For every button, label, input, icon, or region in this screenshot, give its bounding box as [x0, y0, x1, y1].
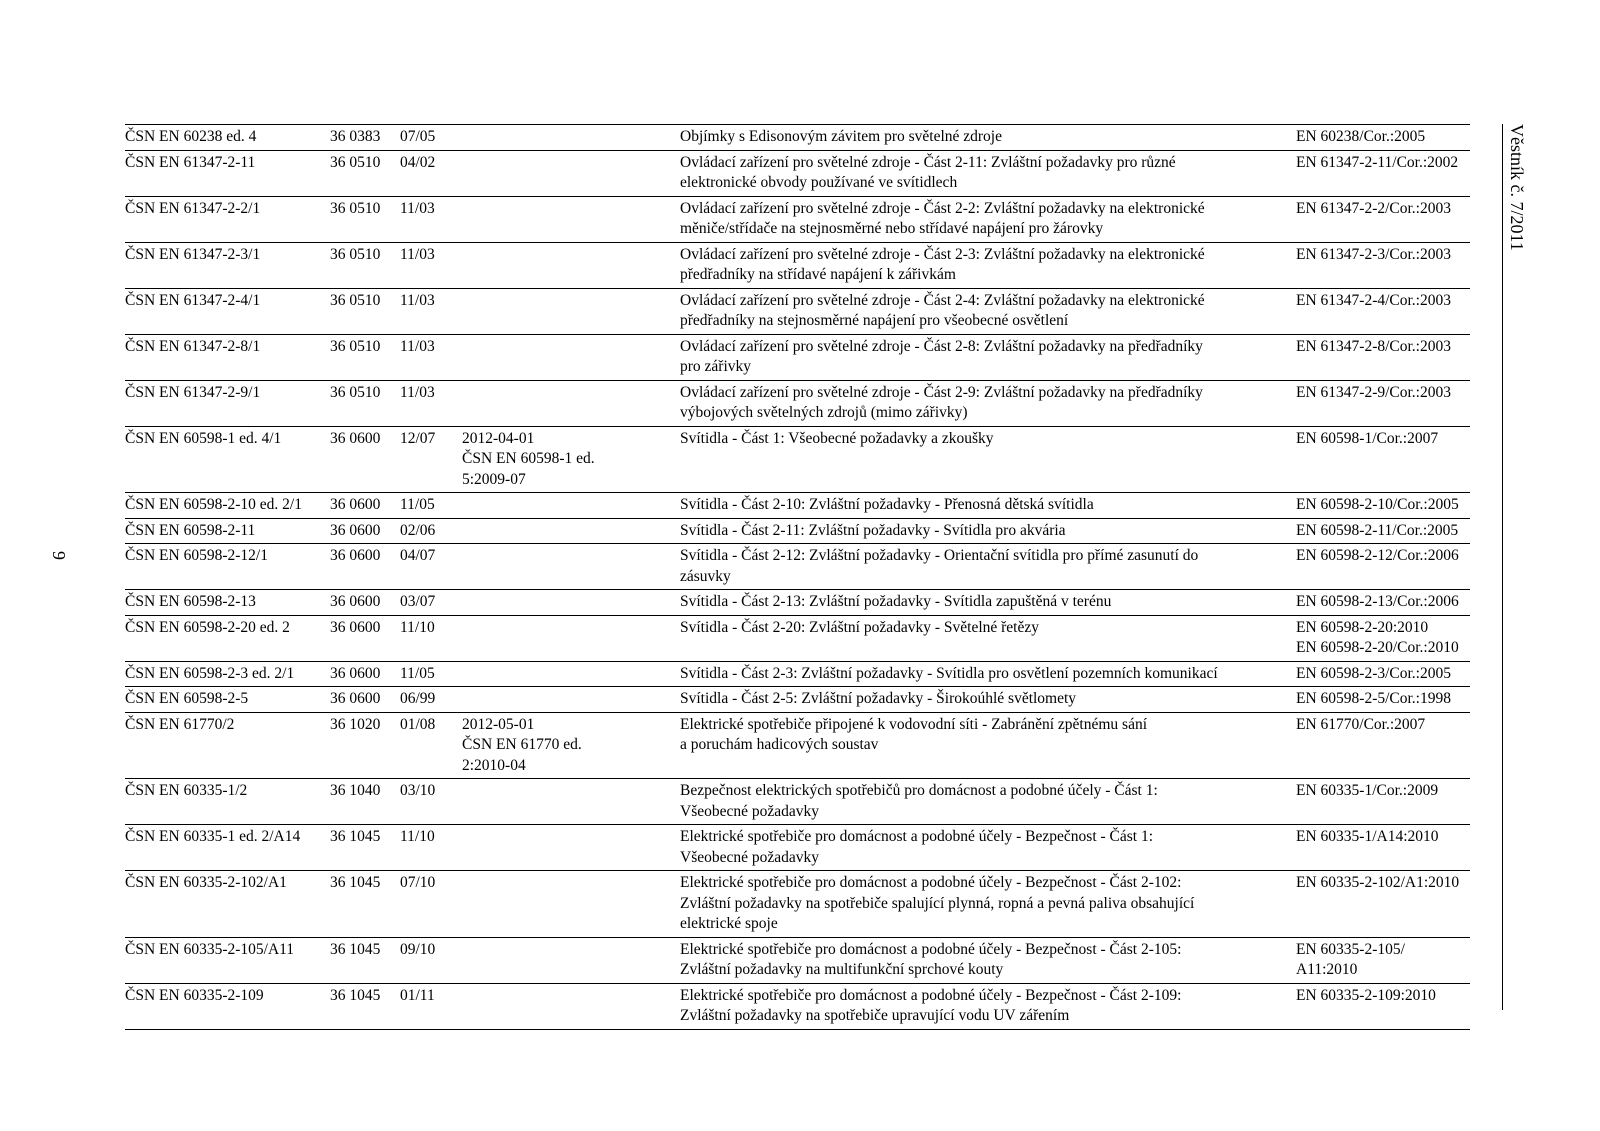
replacement-note [462, 937, 680, 983]
equivalent-standard: EN 60598-2-13/Cor.:2006 [1296, 590, 1470, 616]
classification-code: 36 1045 [330, 983, 400, 1029]
standard-title: Ovládací zařízení pro světelné zdroje - Část 2-3: Zvláštní požadavky na elektronické předřadníky na střídavé napájení k zářivkám [680, 242, 1296, 288]
replacement-note [462, 493, 680, 519]
replacement-note [462, 288, 680, 334]
table-row [125, 150, 1470, 196]
table-row [125, 825, 1470, 871]
issue-date: 11/03 [400, 380, 462, 426]
equivalent-standard: EN 60598-2-12/Cor.:2006 [1296, 544, 1470, 590]
table-row [125, 125, 1470, 151]
standard-designation: ČSN EN 61347-2-11 [125, 150, 330, 196]
equivalent-standard: EN 60335-2-105/ A11:2010 [1296, 937, 1470, 983]
standard-designation: ČSN EN 60598-2-20 ed. 2 [125, 615, 330, 661]
table-row [125, 288, 1470, 334]
standard-designation: ČSN EN 61347-2-8/1 [125, 334, 330, 380]
replacement-note [462, 615, 680, 661]
standard-designation: ČSN EN 60598-2-11 [125, 518, 330, 544]
standard-title: Svítidla - Část 1: Všeobecné požadavky a zkoušky [680, 426, 1296, 493]
standard-designation: ČSN EN 60598-2-13 [125, 590, 330, 616]
standard-designation: ČSN EN 60335-2-109 [125, 983, 330, 1029]
standard-title: Svítidla - Část 2-5: Zvláštní požadavky - Širokoúhlé světlomety [680, 687, 1296, 713]
classification-code: 36 0510 [330, 334, 400, 380]
replacement-note [462, 380, 680, 426]
table-row [125, 687, 1470, 713]
issue-date: 11/03 [400, 242, 462, 288]
standard-designation: ČSN EN 60335-1 ed. 2/A14 [125, 825, 330, 871]
equivalent-standard: EN 60598-2-10/Cor.:2005 [1296, 493, 1470, 519]
standard-designation: ČSN EN 60598-2-10 ed. 2/1 [125, 493, 330, 519]
standard-title: Elektrické spotřebiče pro domácnost a podobné účely - Bezpečnost - Část 1: Všeobecné požadavky [680, 825, 1296, 871]
standard-designation: ČSN EN 61770/2 [125, 712, 330, 779]
replacement-note [462, 661, 680, 687]
replacement-note [462, 150, 680, 196]
classification-code: 36 0510 [330, 150, 400, 196]
standard-title: Svítidla - Část 2-3: Zvláštní požadavky - Svítidla pro osvětlení pozemních komunikací [680, 661, 1296, 687]
equivalent-standard: EN 60598-2-5/Cor.:1998 [1296, 687, 1470, 713]
classification-code: 36 0510 [330, 242, 400, 288]
standard-title: Svítidla - Část 2-13: Zvláštní požadavky - Svítidla zapuštěná v terénu [680, 590, 1296, 616]
replacement-note [462, 687, 680, 713]
replacement-note [462, 779, 680, 825]
table-row [125, 937, 1470, 983]
table-row [125, 661, 1470, 687]
standards-table [125, 124, 1470, 1030]
classification-code: 36 0600 [330, 661, 400, 687]
standards-table-body [125, 125, 1470, 1030]
table-row [125, 712, 1470, 779]
standard-designation: ČSN EN 61347-2-3/1 [125, 242, 330, 288]
table-row [125, 426, 1470, 493]
standard-title: Ovládací zařízení pro světelné zdroje - Část 2-2: Zvláštní požadavky na elektronické měniče/střídače na stejnosměrné nebo střídavé napájení pro žárovky [680, 196, 1296, 242]
equivalent-standard: EN 60598-2-3/Cor.:2005 [1296, 661, 1470, 687]
side-rule [1502, 124, 1503, 1010]
classification-code: 36 1045 [330, 871, 400, 938]
journal-issue-title: Věstník č. 7/2011 [1507, 124, 1527, 251]
standard-title: Elektrické spotřebiče připojené k vodovodní síti - Zabránění zpětnému sání a poruchám hadicových soustav [680, 712, 1296, 779]
issue-date: 11/05 [400, 493, 462, 519]
equivalent-standard: EN 61347-2-3/Cor.:2003 [1296, 242, 1470, 288]
standard-designation: ČSN EN 61347-2-4/1 [125, 288, 330, 334]
equivalent-standard: EN 60598-2-20:2010 EN 60598-2-20/Cor.:2010 [1296, 615, 1470, 661]
replacement-note [462, 334, 680, 380]
standard-title: Objímky s Edisonovým závitem pro světelné zdroje [680, 125, 1296, 151]
classification-code: 36 0510 [330, 380, 400, 426]
classification-code: 36 0600 [330, 426, 400, 493]
issue-date: 02/06 [400, 518, 462, 544]
standard-title: Elektrické spotřebiče pro domácnost a podobné účely - Bezpečnost - Část 2-109: Zvláštní požadavky na spotřebiče upravující vodu UV zářením [680, 983, 1296, 1029]
issue-date: 11/10 [400, 825, 462, 871]
equivalent-standard: EN 61347-2-2/Cor.:2003 [1296, 196, 1470, 242]
standard-title: Bezpečnost elektrických spotřebičů pro domácnost a podobné účely - Část 1: Všeobecné požadavky [680, 779, 1296, 825]
table-row [125, 242, 1470, 288]
standard-title: Svítidla - Část 2-11: Zvláštní požadavky - Svítidla pro akvária [680, 518, 1296, 544]
replacement-note [462, 871, 680, 938]
issue-date: 07/10 [400, 871, 462, 938]
classification-code: 36 0600 [330, 687, 400, 713]
equivalent-standard: EN 61347-2-9/Cor.:2003 [1296, 380, 1470, 426]
issue-date: 11/03 [400, 334, 462, 380]
equivalent-standard: EN 60335-1/A14:2010 [1296, 825, 1470, 871]
standard-title: Ovládací zařízení pro světelné zdroje - Část 2-4: Zvláštní požadavky na elektronické předřadníky na stejnosměrné napájení pro všeobecné osvětlení [680, 288, 1296, 334]
standard-title: Svítidla - Část 2-12: Zvláštní požadavky - Orientační svítidla pro přímé zasunutí do zásuvky [680, 544, 1296, 590]
replacement-note [462, 544, 680, 590]
replacement-note [462, 125, 680, 151]
table-row [125, 334, 1470, 380]
classification-code: 36 0510 [330, 288, 400, 334]
equivalent-standard: EN 60238/Cor.:2005 [1296, 125, 1470, 151]
classification-code: 36 1040 [330, 779, 400, 825]
issue-date: 11/05 [400, 661, 462, 687]
replacement-note: 2012-05-01 ČSN EN 61770 ed. 2:2010-04 [462, 712, 680, 779]
table-row [125, 871, 1470, 938]
classification-code: 36 1045 [330, 825, 400, 871]
standard-title: Ovládací zařízení pro světelné zdroje - Část 2-11: Zvláštní požadavky pro různé elektronické obvody používané ve svítidlech [680, 150, 1296, 196]
replacement-note [462, 590, 680, 616]
issue-date: 01/11 [400, 983, 462, 1029]
standard-title: Elektrické spotřebiče pro domácnost a podobné účely - Bezpečnost - Část 2-105: Zvláštní požadavky na multifunkční sprchové kouty [680, 937, 1296, 983]
table-row [125, 779, 1470, 825]
standard-designation: ČSN EN 60598-2-5 [125, 687, 330, 713]
issue-date: 03/07 [400, 590, 462, 616]
standard-designation: ČSN EN 60598-1 ed. 4/1 [125, 426, 330, 493]
table-row [125, 196, 1470, 242]
table-row [125, 590, 1470, 616]
replacement-note [462, 196, 680, 242]
equivalent-standard: EN 60335-2-109:2010 [1296, 983, 1470, 1029]
replacement-note [462, 518, 680, 544]
standard-title: Svítidla - Část 2-20: Zvláštní požadavky - Světelné řetězy [680, 615, 1296, 661]
classification-code: 36 1020 [330, 712, 400, 779]
classification-code: 36 0600 [330, 615, 400, 661]
issue-date: 12/07 [400, 426, 462, 493]
equivalent-standard: EN 61347-2-11/Cor.:2002 [1296, 150, 1470, 196]
issue-date: 01/08 [400, 712, 462, 779]
table-row [125, 380, 1470, 426]
table-row [125, 544, 1470, 590]
issue-date: 07/05 [400, 125, 462, 151]
issue-date: 09/10 [400, 937, 462, 983]
issue-date: 04/07 [400, 544, 462, 590]
equivalent-standard: EN 61347-2-4/Cor.:2003 [1296, 288, 1470, 334]
equivalent-standard: EN 60335-2-102/A1:2010 [1296, 871, 1470, 938]
standard-designation: ČSN EN 60598-2-3 ed. 2/1 [125, 661, 330, 687]
table-row [125, 518, 1470, 544]
classification-code: 36 0600 [330, 544, 400, 590]
issue-date: 11/03 [400, 196, 462, 242]
standard-designation: ČSN EN 61347-2-2/1 [125, 196, 330, 242]
classification-code: 36 0383 [330, 125, 400, 151]
equivalent-standard: EN 60598-1/Cor.:2007 [1296, 426, 1470, 493]
table-row [125, 615, 1470, 661]
replacement-note [462, 242, 680, 288]
standard-designation: ČSN EN 60335-2-102/A1 [125, 871, 330, 938]
standard-title: Ovládací zařízení pro světelné zdroje - Část 2-8: Zvláštní požadavky na předřadníky pro zářivky [680, 334, 1296, 380]
standard-title: Elektrické spotřebiče pro domácnost a podobné účely - Bezpečnost - Část 2-102: Zvláštní požadavky na spotřebiče spalující plynná, ropná a pevná paliva obsahující elektrické spoje [680, 871, 1296, 938]
classification-code: 36 0600 [330, 518, 400, 544]
standard-title: Ovládací zařízení pro světelné zdroje - Část 2-9: Zvláštní požadavky na předřadníky výbojových světelných zdrojů (mimo zářivky) [680, 380, 1296, 426]
classification-code: 36 1045 [330, 937, 400, 983]
issue-date: 06/99 [400, 687, 462, 713]
issue-date: 11/03 [400, 288, 462, 334]
replacement-note [462, 825, 680, 871]
equivalent-standard: EN 60335-1/Cor.:2009 [1296, 779, 1470, 825]
classification-code: 36 0600 [330, 590, 400, 616]
issue-date: 04/02 [400, 150, 462, 196]
standard-designation: ČSN EN 60598-2-12/1 [125, 544, 330, 590]
page-number: 9 [49, 551, 69, 560]
standard-designation: ČSN EN 61347-2-9/1 [125, 380, 330, 426]
standard-designation: ČSN EN 60335-1/2 [125, 779, 330, 825]
equivalent-standard: EN 61347-2-8/Cor.:2003 [1296, 334, 1470, 380]
standard-title: Svítidla - Část 2-10: Zvláštní požadavky - Přenosná dětská svítidla [680, 493, 1296, 519]
replacement-note [462, 983, 680, 1029]
table-row [125, 493, 1470, 519]
equivalent-standard: EN 61770/Cor.:2007 [1296, 712, 1470, 779]
standard-designation: ČSN EN 60238 ed. 4 [125, 125, 330, 151]
classification-code: 36 0600 [330, 493, 400, 519]
equivalent-standard: EN 60598-2-11/Cor.:2005 [1296, 518, 1470, 544]
standard-designation: ČSN EN 60335-2-105/A11 [125, 937, 330, 983]
replacement-note: 2012-04-01 ČSN EN 60598-1 ed. 5:2009-07 [462, 426, 680, 493]
classification-code: 36 0510 [330, 196, 400, 242]
issue-date: 03/10 [400, 779, 462, 825]
table-row [125, 983, 1470, 1029]
issue-date: 11/10 [400, 615, 462, 661]
